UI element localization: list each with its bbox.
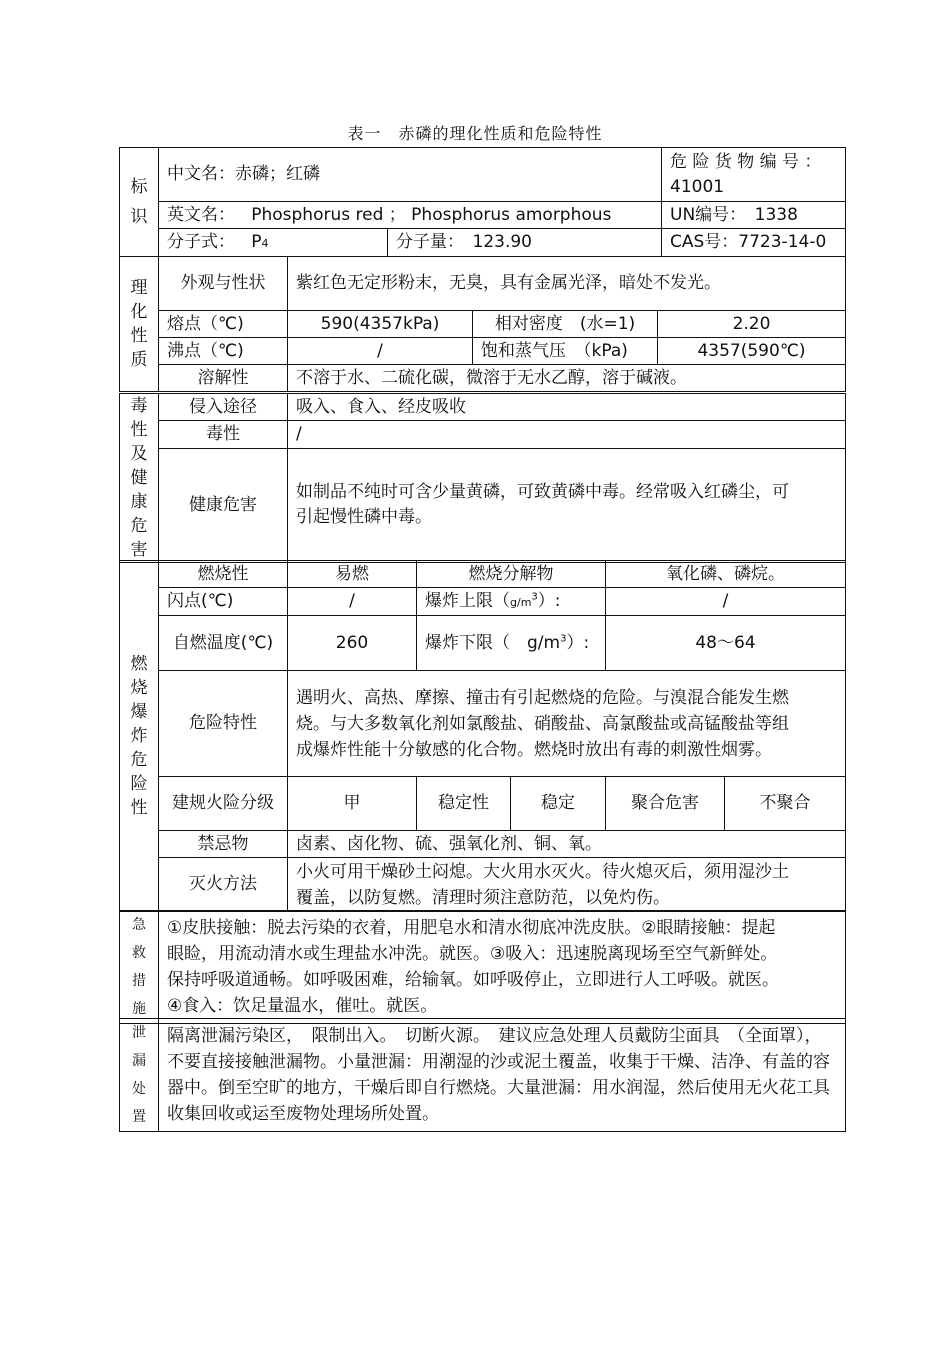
hazard-label: 危险特性 [159,671,288,777]
appearance-value: 紫红色无定形粉末，无臭，具有金属光泽，暗处不发光。 [288,257,846,311]
autoignition-value: 260 [288,616,417,671]
decomposition-label: 燃烧分解物 [417,561,606,588]
route-value: 吸入、食入、经皮吸收 [288,394,846,421]
polymerization-label: 聚合危害 [606,777,725,831]
spill-table [119,1018,846,1132]
incompatible-value: 卤素、卤化物、硫、强氧化剂、铜、氧。 [288,831,846,858]
autoignition-label: 自燃温度(℃) [159,616,288,671]
first-aid-table [119,910,846,1024]
toxicity-table [119,393,846,563]
section-toxicity: 毒 性 及 健 康 危 害 [120,394,159,563]
density-value: 2.20 [658,311,846,338]
toxicity-label: 毒性 [159,421,288,448]
decomposition-value: 氧化磷、磷烷。 [606,561,846,588]
lower-limit-value: 48～64 [606,616,846,671]
fire-hazard-table [119,560,846,912]
toxicity-value: / [288,421,846,448]
solubility-label: 溶解性 [159,365,288,392]
flammability-value: 易燃 [288,561,417,588]
identification-table [119,147,846,257]
flammability-label: 燃烧性 [159,561,288,588]
polymerization-value: 不聚合 [725,777,846,831]
spill-text: 隔离泄漏污染区， 限制出入。 切断火源。 建议应急处理人员戴防尘面具 （全面罩），不要直接接触泄漏物。小量泄漏：用潮湿的沙或泥土覆盖，收集于干燥、洁净、有盖的容器中。倒至空旷的地方，干燥后即自行燃烧。大量泄漏：用水润湿，然后使用无火花工具收集回收或运至废物处理场所处置。 [159,1019,846,1132]
section-fire: 燃 烧 爆 炸 危 险 性 [120,561,159,912]
section-first-aid: 急 救 措 施 [120,911,159,1024]
flash-point-label: 闪点(℃) [159,588,288,616]
melting-point-label: 熔点（℃) [159,311,288,338]
boiling-point-value: / [288,338,473,365]
lower-limit-label: 爆炸下限（ $g/m^3$）: [417,616,606,671]
density-label: 相对密度 (水=1) [473,311,658,338]
english-name-cell: 英文名： Phosphorus red ； Phosphorus amorphous [159,202,662,229]
solubility-value: 不溶于水、二硫化碳，微溶于无水乙醇，溶于碱液。 [288,365,846,392]
upper-limit-value: / [606,588,846,616]
formula-cell: 分子式： P4 [159,229,388,257]
flash-point-value: / [288,588,417,616]
chinese-name: 中文名：赤磷；红磷 [159,148,662,202]
extinguishing-label: 灭火方法 [159,858,288,912]
hazard-value: 遇明火、高热、摩擦、撞击有引起燃烧的危险。与溴混合能发生燃烧。与大多数氧化剂如氯酸盐、硝酸盐、高氯酸盐或高锰酸盐等组成爆炸性能十分敏感的化合物。燃烧时放出有毒的刺激性烟雾。 [288,671,846,777]
route-label: 侵入途径 [159,394,288,421]
table-title: 表一 赤磷的理化性质和危险特性 [347,124,603,143]
section-identification: 标 识 [120,148,159,257]
molecular-weight: 分子量： 123.90 [388,229,662,257]
boiling-point-label: 沸点（℃) [159,338,288,365]
physical-properties-table [119,256,846,392]
extinguishing-value: 小火可用干燥砂土闷熄。大火用水灭火。待火熄灭后，须用湿沙土覆盖，以防复燃。清理时须注意防范，以免灼伤。 [288,858,846,912]
melting-point-value: 590(4357kPa) [288,311,473,338]
upper-limit-label: 爆炸上限$(g/m^3)$: [417,588,606,616]
dangerous-goods-number: 危 险 货 物 编 号 ：41001 [662,148,846,202]
appearance-label: 外观与性状 [159,257,288,311]
cas-number: CAS号：7723-14-0 [662,229,846,257]
fire-class-value: 甲 [288,777,417,831]
health-hazard-label: 健康危害 [159,448,288,562]
section-spill: 泄 漏 处 置 [120,1019,159,1132]
un-number: UN编号： 1338 [662,202,846,229]
first-aid-text: ①皮肤接触：脱去污染的衣着，用肥皂水和清水彻底冲洗皮肤。②眼睛接触：提起眼睑，用流动清水或生理盐水冲洗。就医。③吸入：迅速脱离现场至空气新鲜处。保持呼吸道通畅。如呼吸困难，给输氧。如呼吸停止，立即进行人工呼吸。就医。④食入：饮足量温水，催吐。就医。 [159,911,846,1024]
stability-label: 稳定性 [417,777,511,831]
stability-value: 稳定 [511,777,606,831]
english-name: Phosphorus red ； Phosphorus amorphous [251,204,612,225]
section-physical: 理 化 性 质 [120,257,159,392]
vapor-pressure-value: 4357(590℃) [658,338,846,365]
health-hazard-value: 如制品不纯时可含少量黄磷，可致黄磷中毒。经常吸入红磷尘，可引起慢性磷中毒。 [288,448,846,562]
vapor-pressure-label: 饱和蒸气压 （kPa) [473,338,658,365]
fire-class-label: 建规火险分级 [159,777,288,831]
incompatible-label: 禁忌物 [159,831,288,858]
